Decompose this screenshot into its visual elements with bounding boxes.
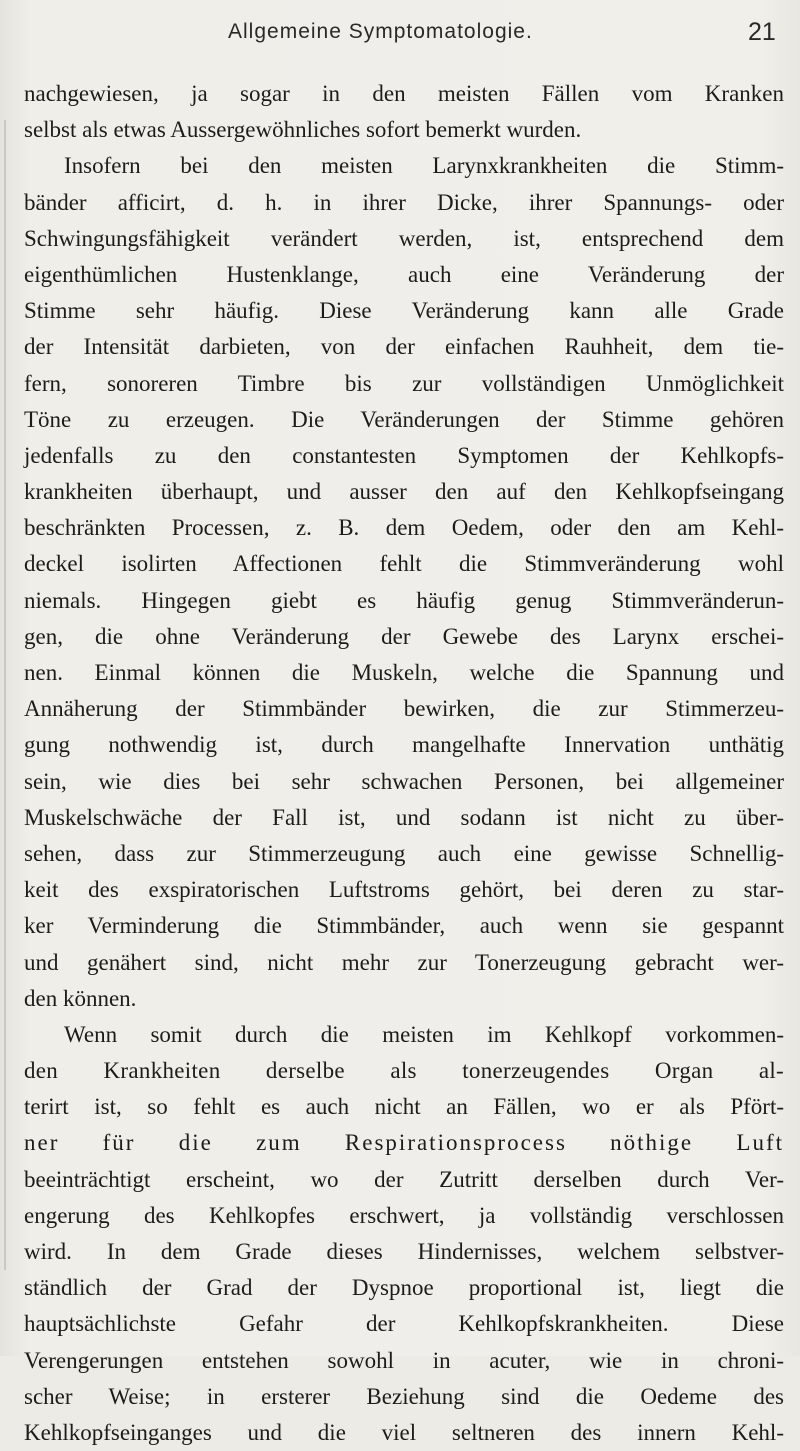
text-line: wird. In dem Grade dieses Hindernisses, welchem selbstver- <box>24 1239 784 1264</box>
running-header <box>0 20 800 60</box>
text-line: Insofern bei den meisten Larynxkrankheiten die Stimm- <box>64 153 784 179</box>
text-line: Verengerungen entstehen sowohl in acuter, wie in chroni- <box>24 1347 784 1373</box>
text-line: Kehlkopfseinganges und die viel seltneren des innern Kehl- <box>24 1419 784 1445</box>
text-line: selbst als etwas Aussergewöhnliches sofort bemerkt wurden. <box>24 117 582 143</box>
text-line: und genähert sind, nicht mehr zur Tonerzeugung gebracht wer- <box>24 949 784 975</box>
text-line: jedenfalls zu den constantesten Symptomen der Kehlkopfs- <box>24 442 784 468</box>
text-line: beschränkten Processen, z. B. dem Oedem, oder den am Kehl- <box>24 515 784 541</box>
text-line: nen. Einmal können die Muskeln, welche die Spannung und <box>24 660 784 685</box>
text-line: Wenn somit durch die meisten im Kehlkopf vorkommen- <box>64 1021 784 1047</box>
text-line: scher Weise; in ersterer Beziehung sind die Oedeme des <box>24 1383 784 1409</box>
text-line: niemals. Hingegen giebt es häufig genug Stimmveränderun- <box>24 587 784 613</box>
text-line: der Intensität darbieten, von der einfachen Rauhheit, dem tie- <box>24 334 784 360</box>
text-line: sehen, dass zur Stimmerzeugung auch eine gewisse Schnellig- <box>24 840 784 866</box>
text-line: ker Verminderung die Stimmbänder, auch wenn sie gespannt <box>24 913 784 939</box>
text-line: krankheiten überhaupt, und ausser den auf den Kehlkopfseingang <box>24 479 784 505</box>
text-line: nachgewiesen, ja sogar in den meisten Fällen vom Kranken <box>24 81 784 106</box>
text-line: Schwingungsfähigkeit verändert werden, ist, entsprechend dem <box>24 225 784 251</box>
text-line: Töne zu erzeugen. Die Veränderungen der Stimme gehören <box>24 406 784 432</box>
text-line: gen, die ohne Veränderung der Gewebe des Larynx erschei- <box>24 623 784 649</box>
text-line: engerung des Kehlkopfes erschwert, ja vollständig verschlossen <box>24 1202 784 1228</box>
running-title: Allgemeine Symptomatologie. <box>228 20 533 43</box>
text-line: Annäherung der Stimmbänder bewirken, die zur Stimmerzeu- <box>24 696 784 722</box>
text-line: bänder afficirt, d. h. in ihrer Dicke, ihrer Spannungs- oder <box>24 189 784 215</box>
text-line: keit des exspiratorischen Luftstroms gehört, bei deren zu star- <box>24 877 784 903</box>
text-line: den können. <box>24 985 137 1011</box>
text-line: gung nothwendig ist, durch mangelhafte Innervation unthätig <box>24 732 784 758</box>
text-line: den Krankheiten derselbe als tonerzeugendes Organ al- <box>24 1058 784 1084</box>
text-line: eigenthümlichen Hustenklange, auch eine Veränderung der <box>24 261 784 287</box>
text-line: beeinträchtigt erscheint, wo der Zutritt derselben durch Ver- <box>24 1166 784 1192</box>
page-number: 21 <box>748 18 776 46</box>
body-text <box>24 76 784 1451</box>
text-line: ständlich der Grad der Dyspnoe proportional ist, liegt die <box>24 1275 784 1301</box>
text-line: Muskelschwäche der Fall ist, und sodann ist nicht zu über- <box>24 804 784 830</box>
text-line: hauptsächlichste Gefahr der Kehlkopfskrankheiten. Diese <box>24 1311 784 1337</box>
text-line: fern, sonoreren Timbre bis zur vollständigen Unmöglichkeit <box>24 370 784 396</box>
text-line: terirt ist, so fehlt es auch nicht an Fällen, wo er als Pfört- <box>24 1094 784 1120</box>
text-line: sein, wie dies bei sehr schwachen Personen, bei allgemeiner <box>24 768 784 794</box>
text-line: Stimme sehr häufig. Diese Veränderung kann alle Grade <box>24 298 784 324</box>
text-line: ner für die zum Respirationsprocess nöthige Luft <box>24 1130 784 1156</box>
text-line: deckel isolirten Affectionen fehlt die Stimmveränderung wohl <box>24 551 784 577</box>
page-edge-shadow <box>4 120 6 1270</box>
